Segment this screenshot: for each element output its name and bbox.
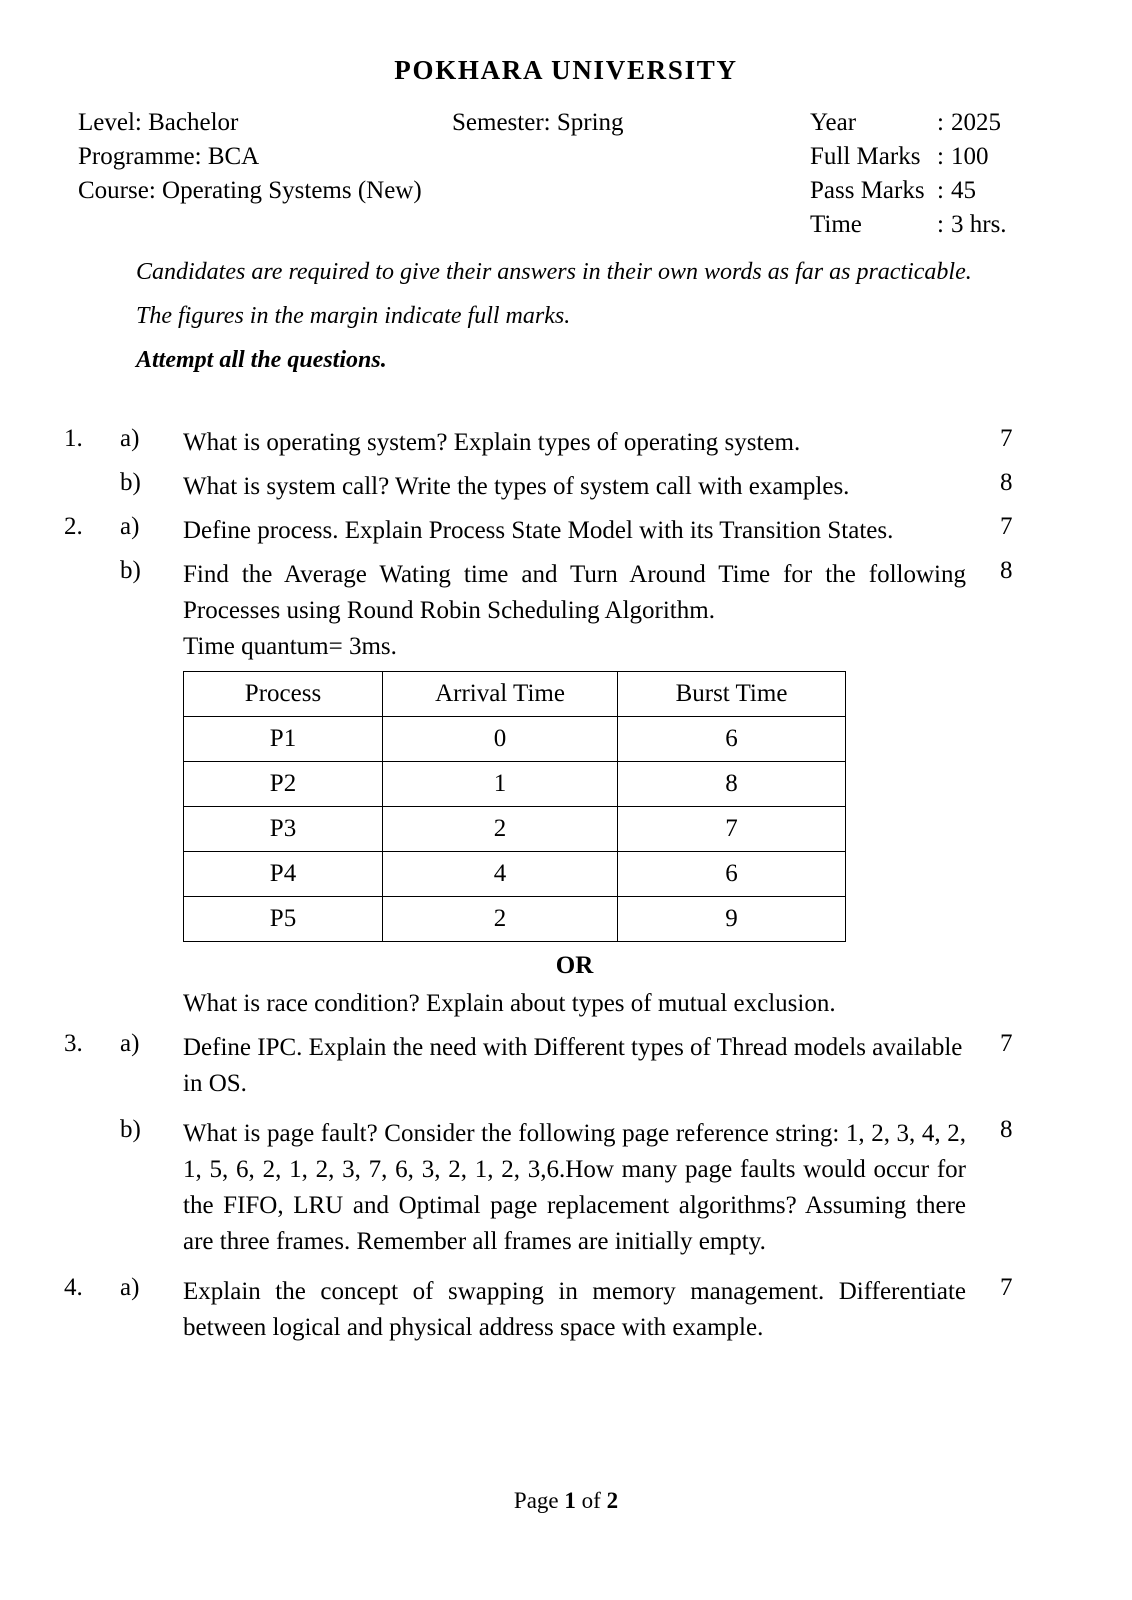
question-2a — [0, 513, 1132, 549]
question-3a-letter: a) — [120, 1030, 140, 1057]
page-footer — [0, 1488, 1132, 1514]
question-4a — [0, 1274, 1132, 1346]
meta-course: Course: Operating Systems (New) — [78, 177, 422, 204]
instructions-block — [136, 256, 981, 388]
table-header-row — [184, 672, 846, 717]
cell-process: P1 — [184, 717, 383, 762]
question-2a-letter: a) — [120, 513, 140, 540]
question-1a-number: 1. — [64, 425, 83, 452]
question-4a-letter: a) — [120, 1274, 140, 1301]
question-2a-text: Define process. Explain Process State Model with its Transition States. — [183, 517, 894, 544]
meta-year-label: Year — [810, 109, 857, 136]
question-3b-letter: b) — [120, 1116, 141, 1143]
question-4a-number: 4. — [64, 1274, 83, 1301]
question-2b-text: Find the Average Wating time and Turn Around Time for the following Processes using Round Robin Scheduling Algorithm. — [183, 561, 966, 624]
column-header-burst-time: Burst Time — [618, 672, 846, 717]
question-3a — [0, 1030, 1132, 1102]
meta-time-value: 3 hrs. — [951, 211, 1007, 238]
question-3b — [0, 1116, 1132, 1260]
question-2a-number: 2. — [64, 513, 83, 540]
cell-burst-time: 7 — [618, 807, 846, 852]
question-3a-text: Define IPC. Explain the need with Different types of Thread models available in OS. — [183, 1034, 963, 1097]
meta-pass-marks-colon: : — [937, 177, 944, 204]
meta-programme: Programme: BCA — [78, 143, 260, 170]
footer-total-pages: 2 — [606, 1488, 619, 1513]
footer-middle: of — [575, 1488, 607, 1513]
meta-year-colon: : — [937, 109, 944, 136]
process-schedule-table — [183, 671, 846, 942]
question-2a-marks: 7 — [1000, 513, 1013, 540]
university-title: POKHARA UNIVERSITY — [394, 55, 738, 85]
question-4a-marks: 7 — [1000, 1274, 1013, 1301]
cell-arrival-time: 1 — [383, 762, 618, 807]
meta-year-row — [810, 106, 1007, 140]
question-3b-text: What is page fault? Consider the following page reference string: 1, 2, 3, 4, 2, 1, 5, 6, 2, 1, 2, 3, 7, 6, 3, 2, 1, 2, 3,6.How many page faults would occur for the FIFO, LRU and Optimal page replacement algorithms? Assuming there are three frames. Remember all frames are initially empty. — [183, 1120, 966, 1255]
meta-full-marks-value: 100 — [951, 143, 989, 170]
spacer — [0, 1260, 1132, 1274]
table-row — [184, 762, 846, 807]
column-header-process: Process — [184, 672, 383, 717]
question-3a-marks: 7 — [1000, 1030, 1013, 1057]
spacer — [0, 1102, 1132, 1116]
question-1a-marks: 7 — [1000, 425, 1013, 452]
meta-level: Level: Bachelor — [78, 109, 239, 136]
question-1b-marks: 8 — [1000, 469, 1013, 496]
instruction-attempt-all: Attempt all the questions. — [136, 347, 387, 373]
cell-arrival-time: 2 — [383, 807, 618, 852]
meta-year-value: 2025 — [951, 109, 1001, 136]
cell-burst-time: 6 — [618, 852, 846, 897]
cell-process: P2 — [184, 762, 383, 807]
cell-arrival-time: 0 — [383, 717, 618, 762]
table-row — [184, 717, 846, 762]
meta-full-marks-label: Full Marks — [810, 143, 921, 170]
meta-time-colon: : — [937, 211, 944, 238]
cell-burst-time: 8 — [618, 762, 846, 807]
meta-pass-marks-value: 45 — [951, 177, 976, 204]
question-2b — [0, 557, 1132, 629]
instruction-margin-figures: The figures in the margin indicate full marks. — [136, 303, 571, 329]
spacer — [0, 505, 1132, 513]
meta-pass-marks-label: Pass Marks — [810, 177, 925, 204]
question-2b-letter: b) — [120, 557, 141, 584]
question-2b-alternative-text: What is race condition? Explain about types of mutual exclusion. — [183, 990, 836, 1017]
question-1a — [0, 425, 1132, 461]
spacer — [0, 461, 1132, 469]
footer-current-page: 1 — [564, 1488, 576, 1513]
or-separator: OR — [555, 952, 594, 979]
cell-burst-time: 6 — [618, 717, 846, 762]
column-header-arrival-time: Arrival Time — [383, 672, 618, 717]
questions-list — [0, 425, 1132, 1346]
table-row — [184, 807, 846, 852]
meta-semester: Semester: Spring — [452, 109, 624, 136]
meta-pass-marks-row — [810, 174, 1007, 208]
exam-meta-block — [0, 106, 1132, 246]
cell-process: P3 — [184, 807, 383, 852]
instruction-own-words: Candidates are required to give their answers in their own words as far as practicable. — [136, 259, 972, 285]
question-3b-marks: 8 — [1000, 1116, 1013, 1143]
exam-meta-center — [452, 106, 624, 140]
footer-prefix: Page — [513, 1488, 565, 1513]
cell-arrival-time: 2 — [383, 897, 618, 942]
exam-meta-left — [78, 106, 422, 208]
meta-time-row — [810, 208, 1007, 242]
cell-process: P5 — [184, 897, 383, 942]
question-1a-text: What is operating system? Explain types of operating system. — [183, 429, 801, 456]
meta-full-marks-colon: : — [937, 143, 944, 170]
question-3a-number: 3. — [64, 1030, 83, 1057]
meta-full-marks-row — [810, 140, 1007, 174]
question-2b-marks: 8 — [1000, 557, 1013, 584]
question-1a-letter: a) — [120, 425, 140, 452]
cell-arrival-time: 4 — [383, 852, 618, 897]
exam-meta-right — [810, 106, 1007, 242]
meta-time-label: Time — [810, 211, 862, 238]
question-2b-alternative — [0, 986, 1132, 1022]
question-4a-text: Explain the concept of swapping in memory management. Differentiate between logical and physical address space with example. — [183, 1278, 966, 1341]
cell-burst-time: 9 — [618, 897, 846, 942]
time-quantum-line: Time quantum= 3ms. — [183, 633, 397, 660]
question-1b-text: What is system call? Write the types of system call with examples. — [183, 473, 850, 500]
table-row — [184, 852, 846, 897]
table-row — [184, 897, 846, 942]
question-1b — [0, 469, 1132, 505]
spacer — [0, 1022, 1132, 1030]
question-1b-letter: b) — [120, 469, 141, 496]
spacer — [0, 549, 1132, 557]
cell-process: P4 — [184, 852, 383, 897]
